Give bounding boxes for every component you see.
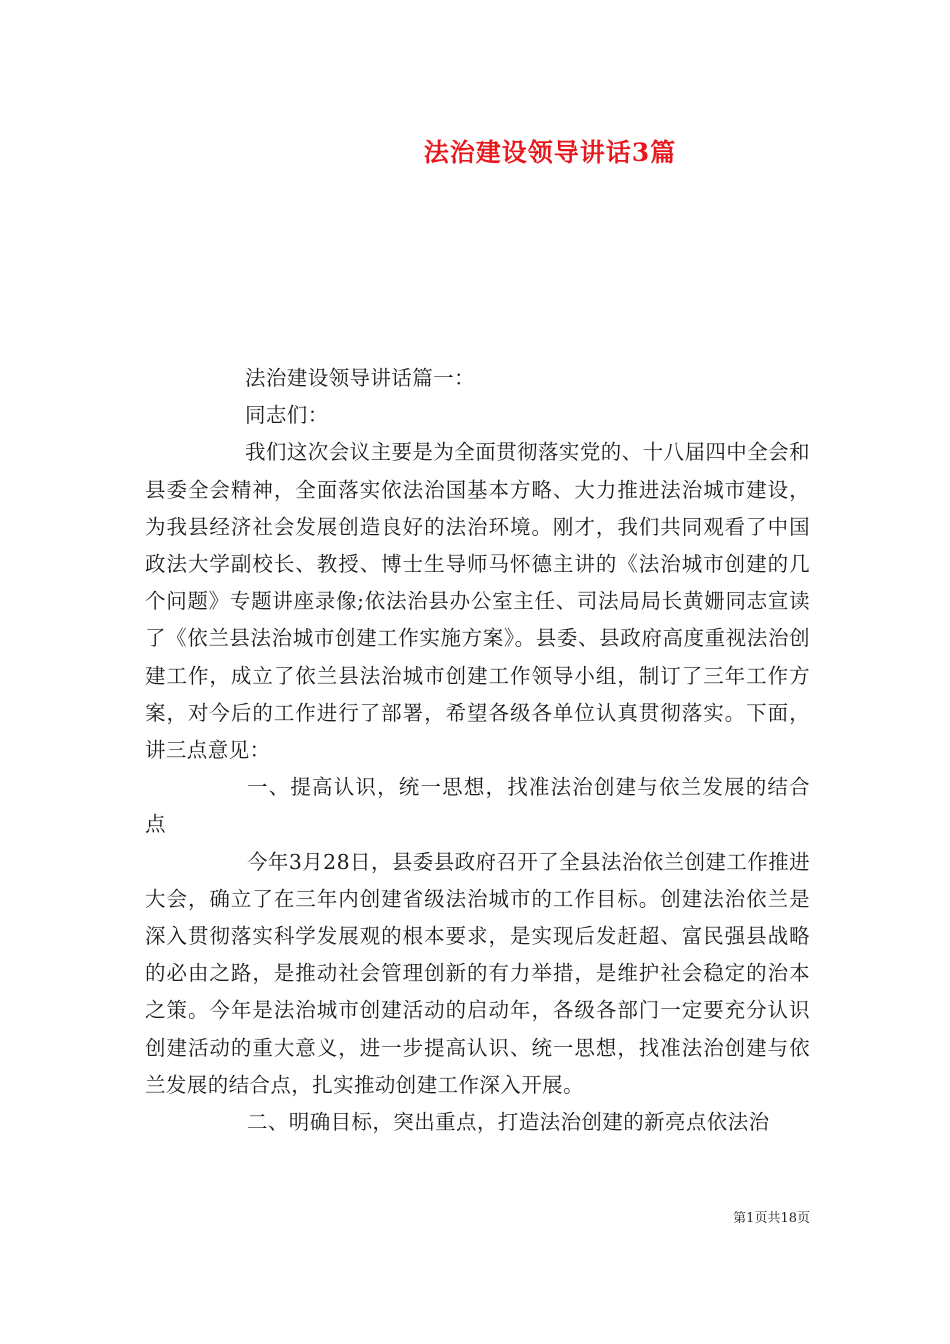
paragraph-point-one: 今年3月28日，县委县政府召开了全县法治依兰创建工作推进大会，确立了在三年内创建省级法治城市的工作目标。创建法治依兰是深入贯彻落实科学发展观的根本要求，是实现后发赶超、富民强县战略的必由之路，是推动社会管理创新的有力举措，是维护社会稳定的治本之策。今年是法治城市创建活动的启动年，各级各部门一定要充分认识创建活动的重大意义，进一步提高认识、统一思想，找准法治创建与依兰发展的结合点，扎实推动创建工作深入开展。 xyxy=(145,849,810,1097)
document-title: 法治建设领导讲话3篇 xyxy=(423,138,677,167)
page-number: 第1页共18页 xyxy=(733,1211,810,1226)
point-one-heading: 一、提高认识，统一思想，找准法治创建与依兰发展的结合点 xyxy=(145,775,810,837)
section-heading: 法治建设领导讲话篇一： xyxy=(245,366,475,390)
document-body xyxy=(145,360,810,1141)
salutation: 同志们： xyxy=(245,403,329,428)
point-two-heading: 二、明确目标，突出重点，打造法治创建的新亮点依法治 xyxy=(247,1110,770,1135)
paragraph-intro: 我们这次会议主要是为全面贯彻落实党的、十八届四中全会和县委全会精神，全面落实依法治国基本方略、大力推进法治城市建设，为我县经济社会发展创造良好的法治环境。刚才，我们共同观看了中国政法大学副校长、教授、博士生导师马怀德主讲的《法治城市创建的几个问题》专题讲座录像;依法治县办公室主任、司法局局长黄姗同志宣读了《依兰县法治城市创建工作实施方案》。县委、县政府高度重视法治创建工作，成立了依兰县法治城市创建工作领导小组，制订了三年工作方案，对今后的工作进行了部署，希望各级各单位认真贯彻落实。下面，讲三点意见： xyxy=(145,440,810,763)
